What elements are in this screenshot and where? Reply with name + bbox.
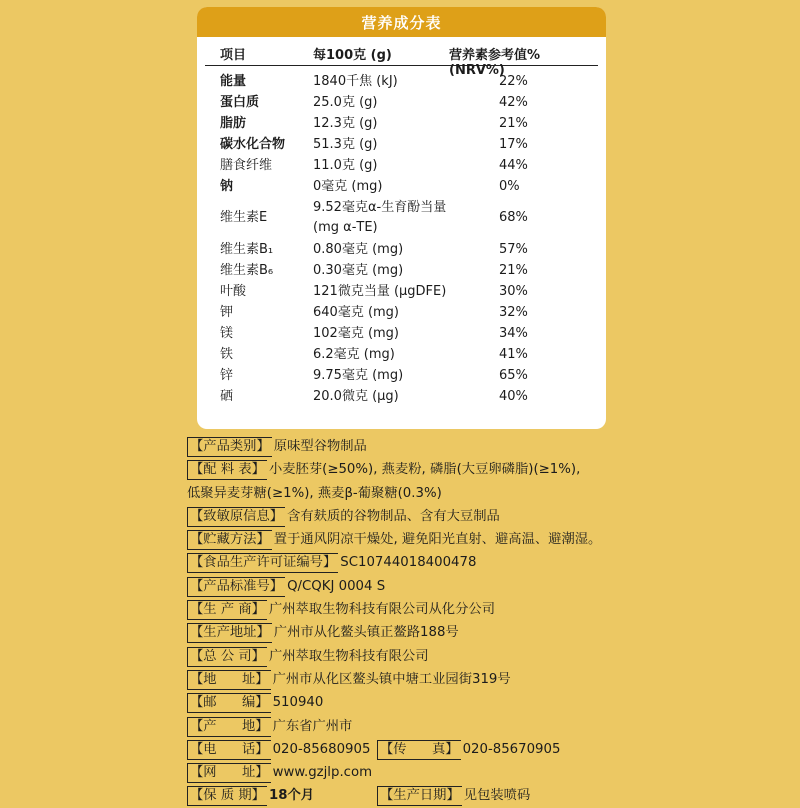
nutrition-row (197, 322, 606, 343)
nutrition-row (197, 154, 606, 175)
nutrition-row (197, 259, 606, 280)
phone-label: 【电 话】 (187, 740, 271, 760)
nutrition-row (197, 196, 606, 238)
info-license (187, 551, 797, 574)
info-producer-address (187, 621, 797, 644)
nutrient-name: 维生素B₁ (220, 242, 274, 257)
nutrient-nrv: 22% (499, 74, 528, 89)
product-info (187, 435, 797, 808)
nutrition-table-body (197, 70, 606, 406)
value: 广州市从化区鳌头镇中塘工业园街319号 (272, 671, 511, 687)
info-origin (187, 715, 797, 738)
nutrition-row (197, 175, 606, 196)
shelf-life-value: 18个月 (268, 788, 315, 804)
nutrient-name: 硒 (220, 389, 234, 404)
nutrient-amount: 12.3克 (g) (313, 116, 378, 131)
nutrient-amount: 9.52毫克α-生育酚当量 (mg α-TE) (313, 200, 447, 235)
label: 【总 公 司】 (187, 647, 267, 667)
nutrient-amount: 20.0微克 (µg) (313, 389, 399, 404)
nutrient-amount: 6.2毫克 (mg) (313, 347, 395, 362)
nutrient-nrv: 21% (499, 263, 528, 278)
nutrition-row (197, 70, 606, 91)
value: 低聚异麦芽糖(≥1%), 燕麦β-葡聚糖(0.3%) (187, 485, 442, 501)
info-ingredients-cont (187, 482, 797, 505)
value: SC10744018400478 (340, 555, 477, 571)
info-head-office (187, 645, 797, 668)
nutrient-amount: 25.0克 (g) (313, 95, 378, 110)
header-amount: 每100克 (g) (313, 48, 392, 63)
nutrition-row (197, 301, 606, 322)
info-ingredients (187, 458, 797, 481)
nutrient-name: 铁 (220, 347, 234, 362)
nutrient-amount: 11.0克 (g) (313, 158, 378, 173)
value: 广州市从化鳌头镇正鳌路188号 (273, 625, 459, 641)
nutrient-name: 锌 (220, 368, 234, 383)
info-website (187, 761, 797, 784)
nutrient-amount: 640毫克 (mg) (313, 305, 400, 320)
nutrient-name: 膳食纤维 (220, 158, 273, 173)
nutrient-nrv: 40% (499, 389, 528, 404)
nutrition-row (197, 91, 606, 112)
nutrient-nrv: 0% (499, 179, 520, 194)
nutrient-name: 钠 (220, 179, 234, 194)
nutrient-nrv: 30% (499, 284, 528, 299)
label: 【食品生产许可证编号】 (187, 553, 338, 573)
nutrient-nrv: 65% (499, 368, 528, 383)
nutrient-nrv: 17% (499, 137, 528, 152)
nutrition-row (197, 238, 606, 259)
nutrient-name: 维生素E (220, 210, 268, 225)
value: Q/CQKJ 0004 S (287, 578, 386, 594)
nutrient-nrv: 34% (499, 326, 528, 341)
fax-value: 020-85670905 (462, 741, 561, 757)
value: 广州萃取生物科技有限公司从化分公司 (268, 602, 495, 618)
label: 【生产地址】 (187, 623, 272, 643)
info-category (187, 435, 797, 458)
nutrient-name: 脂肪 (220, 116, 247, 131)
nutrient-amount: 0.80毫克 (mg) (313, 242, 404, 257)
value: 置于通风阴凉干燥处, 避免阳光直射、避高温、避潮湿。 (273, 532, 602, 548)
value: 原味型谷物制品 (273, 439, 367, 454)
production-date-label: 【生产日期】 (377, 786, 462, 806)
nutrition-row (197, 280, 606, 301)
nutrient-amount: 9.75毫克 (mg) (313, 368, 404, 383)
value: 含有麸质的谷物制品、含有大豆制品 (287, 508, 500, 524)
info-postcode (187, 691, 797, 714)
nutrition-row (197, 133, 606, 154)
label: 【产品标准号】 (187, 577, 285, 597)
nutrition-row (197, 385, 606, 406)
header-item: 项目 (220, 48, 247, 63)
label: 【地 址】 (187, 670, 271, 690)
nutrient-nrv: 68% (499, 210, 528, 225)
nutrient-name: 钾 (220, 305, 234, 320)
label: 【生 产 商】 (187, 600, 267, 620)
nutrient-amount: 121微克当量 (µgDFE) (313, 284, 447, 299)
nutrient-amount: 0毫克 (mg) (313, 179, 383, 194)
info-producer (187, 598, 797, 621)
nutrient-nrv: 21% (499, 116, 528, 131)
nutrient-nrv: 32% (499, 305, 528, 320)
nutrition-row (197, 364, 606, 385)
value: 广东省广州市 (272, 718, 353, 734)
nutrient-nrv: 57% (499, 242, 528, 257)
info-storage (187, 528, 797, 551)
label: 【贮藏方法】 (187, 530, 272, 550)
label: 【网 址】 (187, 763, 271, 783)
nutrition-row (197, 343, 606, 364)
info-standard (187, 575, 797, 598)
nutrition-facts-card (197, 7, 606, 429)
nutrition-row (197, 112, 606, 133)
production-date-value: 见包装喷码 (463, 788, 531, 804)
phone-value: 020-85680905 (272, 741, 371, 757)
info-phone-fax (187, 738, 797, 761)
label: 【产品类别】 (187, 437, 272, 457)
header-nrv: 营养素参考值% (NRV%) (449, 48, 541, 78)
value: 小麦胚芽(≥50%), 燕麦粉, 磷脂(大豆卵磷脂)(≥1%), (268, 462, 581, 478)
shelf-life-label: 【保 质 期】 (187, 786, 267, 806)
nutrient-name: 碳水化合物 (220, 137, 286, 152)
label: 【配 料 表】 (187, 460, 267, 480)
info-allergen (187, 505, 797, 528)
nutrient-nrv: 42% (499, 95, 528, 110)
nutrition-table-title: 营养成分表 (197, 7, 606, 37)
nutrient-nrv: 44% (499, 158, 528, 173)
nutrient-name: 叶酸 (220, 284, 247, 299)
nutrient-amount: 0.30毫克 (mg) (313, 263, 404, 278)
nutrient-name: 维生素B₆ (220, 263, 274, 278)
fax-label: 【传 真】 (377, 740, 461, 760)
info-shelf-life-date (187, 784, 797, 807)
value: 510940 (272, 695, 324, 711)
nutrition-table-header (205, 37, 598, 78)
label: 【致敏原信息】 (187, 507, 285, 527)
nutrient-amount: 51.3克 (g) (313, 137, 378, 152)
value: 广州萃取生物科技有限公司 (268, 648, 429, 664)
label: 【邮 编】 (187, 693, 271, 713)
label: 【产 地】 (187, 717, 271, 737)
info-address (187, 668, 797, 691)
nutrient-amount: 1840千焦 (kJ) (313, 74, 398, 89)
value: www.gzjlp.com (272, 765, 373, 781)
nutrient-name: 镁 (220, 326, 234, 341)
nutrient-nrv: 41% (499, 347, 528, 362)
nutrient-name: 能量 (220, 74, 247, 89)
nutrient-name: 蛋白质 (220, 95, 260, 110)
nutrient-amount: 102毫克 (mg) (313, 326, 400, 341)
